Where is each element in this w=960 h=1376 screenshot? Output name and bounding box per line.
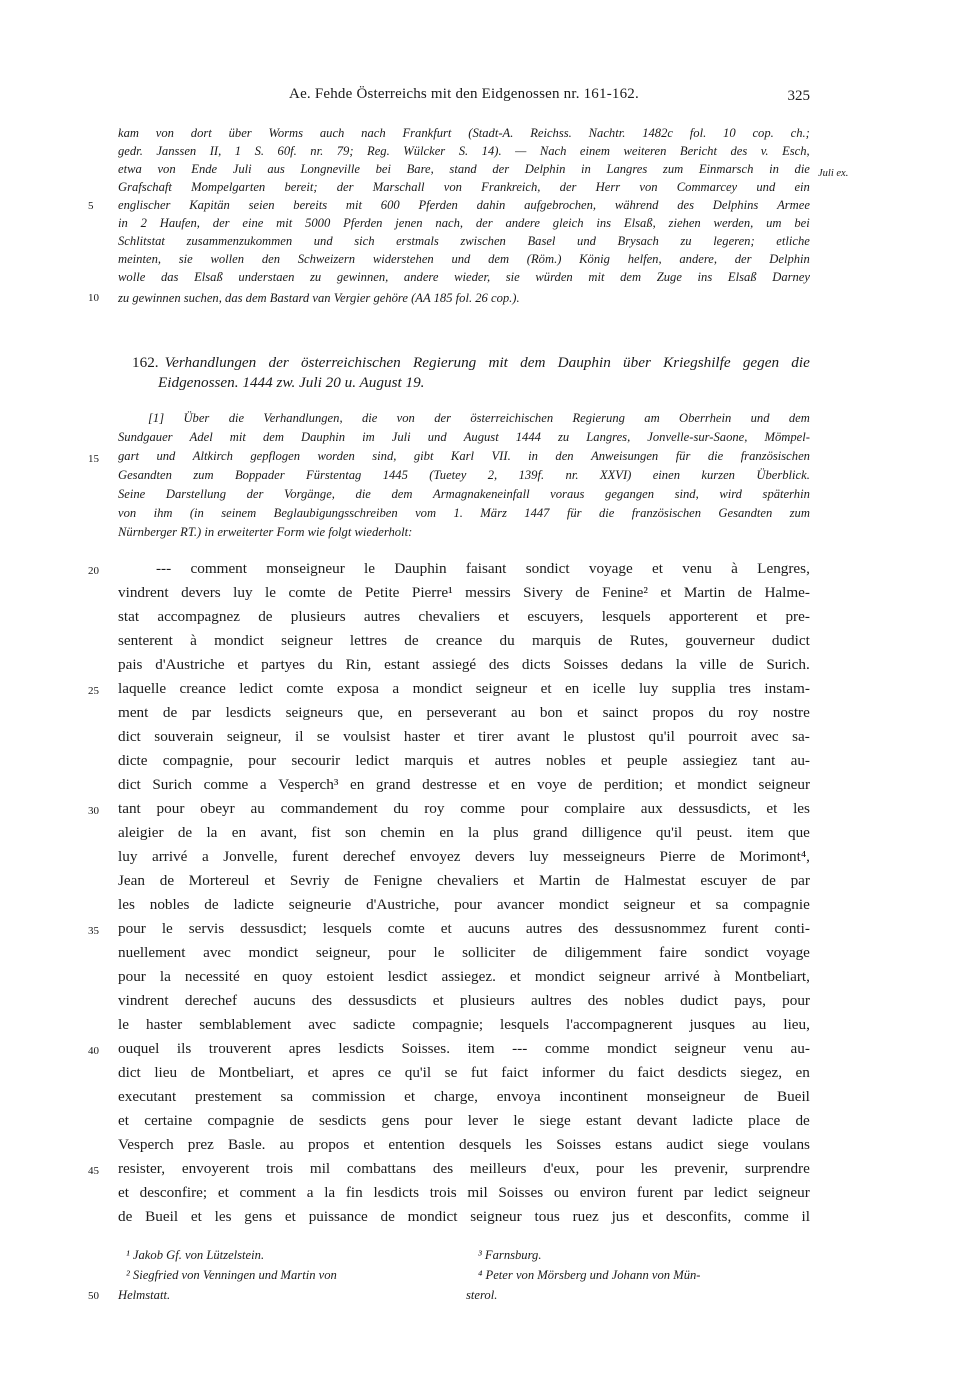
intro-line-6: von ihm (in seinem Beglaubigungsschreiben vom 1. März 1447 für die französischen Gesandten zum	[118, 506, 810, 520]
line-number: 45	[88, 1165, 99, 1177]
body-line-15: les nobles de ladicte seigneurie d'Austriche, pour avancer mondict seigneur et sa compagnie	[118, 896, 810, 913]
body-line-23: executant prestement sa commission et charge, envoya incontinent monseigneur de Bueil	[118, 1088, 810, 1105]
body-line-20: le haster semblablement avec sadicte compagnie; lesquels l'accompagnerent jusques au lieu,	[118, 1016, 810, 1033]
body-line-27: et desconfire; et comment a la fin lesdicts trois mil Soisses ou environ furent par ledict seigneur	[118, 1184, 810, 1201]
preceding-line-5: englischer Kapitän seien bereits mit 600 Pferden dahin aufgebrochen, während des Delphins Armee	[118, 198, 810, 212]
line-number: 25	[88, 685, 99, 697]
line-number: 15	[88, 453, 99, 465]
body-line-3: stat accompagnez de plusieurs autres chevaliers et escuyers, lesquels apporterent et pre-	[118, 608, 810, 625]
footnote-4: ⁴ Peter von Mörsberg und Johann von Mün-	[478, 1268, 701, 1282]
body-line-13: luy arrivé a Jonvelle, furent derechef envoyez devers luy messeigneurs Pierre de Morimont⁴,	[118, 848, 810, 865]
body-line-18: pour la necessité en quoy estoient lesdict assiegez. et mondict seigneur arrivé à Montbeliart,	[118, 968, 810, 985]
section-title-line-1: Verhandlungen der österreichischen Regierung mit dem Dauphin über Kriegshilfe gegen die	[164, 354, 810, 371]
body-line-6: laquelle creance ledict comte exposa a mondict seigneur et en icelle luy supplia tres instam-	[118, 680, 810, 697]
intro-line-3: gart und Altkirch gepflogen worden sind, gibt Karl VII. in den Anweisungen für die französischen	[118, 449, 810, 463]
page-header	[118, 86, 810, 110]
body-line-1: --- comment monseigneur le Dauphin faisant sondict voyage et venu à Lengres,	[156, 560, 810, 577]
preceding-line-9: wolle das Elsaß understaen zu gewinnen, andere wieder, sie würden mit dem Zuge ins Elsaß Darney	[118, 270, 810, 284]
body-line-16: pour le servis dessusdict; lesquels comte et aucuns autres des dessusnommez furent conti-	[118, 920, 810, 937]
intro-line-7: Nürnberger RT.) in erweiterter Form wie folgt wiederholt:	[118, 525, 413, 539]
line-number: 20	[88, 565, 99, 577]
intro-line-5: Seine Darstellung der Vorgänge, die dem Armagnakeneinfall voraus gegangen sind, wird späterhin	[118, 487, 810, 501]
body-line-19: vindrent derechef aucuns des dessusdicts et plusieurs aultres des nobles dudict pays, pour	[118, 992, 810, 1009]
footnote-1: ¹ Jakob Gf. von Lützelstein.	[126, 1248, 265, 1262]
line-number: 35	[88, 925, 99, 937]
body-line-26: resister, envoyerent trois mil combattans des meilleurs d'eux, pour les prevenir, surprendre	[118, 1160, 810, 1177]
body-line-17: nuellement avec mondict seigneur, pour le solliciter de diligemment faire sondict voyage	[118, 944, 810, 961]
body-line-7: ment de par lesdicts seigneurs que, en perseverant au bon et sainct propos du roy nostre	[118, 704, 810, 721]
intro-line-2: Sundgauer Adel mit dem Dauphin im Juli und August 1444 zu Langres, Jonvelle-sur-Saone, Mömpel-	[118, 430, 810, 444]
body-line-24: et certaine compagnie de sesdicts gens pour lever le siege estant devant ladicte place de	[118, 1112, 810, 1129]
intro-line-4: Gesandten zum Boppader Fürstentag 1445 (Tuetey 2, 139f. nr. XXVI) einen kurzen Überblick.	[118, 468, 810, 482]
body-line-9: dicte compagnie, pour secourir ledict marquis et autres nobles et peuple assiegiez tant au-	[118, 752, 810, 769]
preceding-line-1: kam von dort über Worms auch nach Frankfurt (Stadt-A. Reichss. Nachtr. 1482c fol. 10 cop. ch.;	[118, 126, 810, 140]
footnote-2-continued: Helmstatt.	[118, 1288, 171, 1302]
body-line-10: dict Surich comme a Vesperch³ en grand destresse et en voye de perdition; et mondict seigneur	[118, 776, 810, 793]
preceding-line-10: zu gewinnen suchen, das dem Bastard van Vergier gehöre (AA 185 fol. 26 cop.).	[118, 291, 520, 305]
preceding-line-2: gedr. Janssen II, 1 S. 60f. nr. 79; Reg. Wülcker S. 14). — Nach einem weiteren Bericht des v. Esch,	[118, 144, 810, 158]
preceding-line-3: etwa von Ende Juli aus Longneville bei Bare, stand der Delphin in Langres zum Einmarsch in die	[118, 162, 810, 176]
body-line-21: ouquel ils trouverent apres lesdicts Soisses. item --- comme mondict seigneur venu au-	[118, 1040, 810, 1057]
section-number: 162.	[132, 354, 159, 371]
preceding-line-4: Grafschaft Mompelgarten bereit; der Marschall von Frankreich, der Herr von Commarcey und ein	[118, 180, 810, 194]
body-line-22: dict lieu de Montbeliart, et apres ce qu'il se fut faict informer du faict desdicts siegez, en	[118, 1064, 810, 1081]
body-line-14: Jean de Mortereul et Sevriy de Fenigne chevaliers et Martin de Halmestat escuyer de par	[118, 872, 810, 889]
preceding-line-7: Schlitstat zusammenzukommen und sich erstmals zwischen Basel und Brysach zu legeren; etliche	[118, 234, 810, 248]
line-number: 40	[88, 1045, 99, 1057]
margin-date-note: Juli ex.	[818, 168, 849, 179]
line-number: 5	[88, 200, 94, 212]
running-title: Ae. Fehde Österreichs mit den Eidgenossen nr. 161-162.	[289, 86, 639, 102]
body-line-5: pais d'Austriche et partyes du Rin, estant assiegé des dicts Soisses dedans la ville de Surich.	[118, 656, 810, 673]
body-line-12: aleigier de la en avant, fist son chemin en la plus grand dilligence qu'il peust. item que	[118, 824, 810, 841]
preceding-line-6: in 2 Haufen, der eine mit 5000 Pferden jenen nach, der andere gleich ins Elsaß, ziehen werden, um bei	[118, 216, 810, 230]
page-number: 325	[787, 88, 810, 104]
body-line-2: vindrent devers luy le comte de Petite Pierre¹ messirs Sivery de Fenine² et Martin de Halme-	[118, 584, 810, 601]
intro-line-1: [1] Über die Verhandlungen, die von der österreichischen Regierung am Oberrhein und dem	[148, 411, 810, 425]
preceding-line-8: meinten, sie wollen den Schweizern widerstehen und dem (Röm.) König helfen, andere, der Delphin	[118, 252, 810, 266]
body-line-25: Vesperch prez Basle. au propos et entention desquels les Soisses estans audict siege voulans	[118, 1136, 810, 1153]
footnote-4-continued: sterol.	[466, 1288, 498, 1302]
line-number: 10	[88, 292, 99, 304]
line-number: 30	[88, 805, 99, 817]
footnote-2: ² Siegfried von Venningen und Martin von	[126, 1268, 337, 1282]
body-line-11: tant pour obeyr au commandement du roy comme pour complaire aux dessusdicts, et les	[118, 800, 810, 817]
body-line-8: dict souverain seigneur, il se voulsist haster et tirer avant le plustost qu'il pourroit avec sa-	[118, 728, 810, 745]
section-title-line-2: Eidgenossen. 1444 zw. Juli 20 u. August 19.	[158, 374, 425, 391]
body-line-28: de Bueil et les gens et puissance de mondict seigneur tous ruez jus et desconfits, comme il	[118, 1208, 810, 1225]
body-line-4: senterent à mondict seigneur lettres de creance du marquis de Rutes, gouverneur dudict	[118, 632, 810, 649]
footnote-3: ³ Farnsburg.	[478, 1248, 542, 1262]
line-number: 50	[88, 1290, 99, 1302]
section-heading	[132, 354, 810, 372]
